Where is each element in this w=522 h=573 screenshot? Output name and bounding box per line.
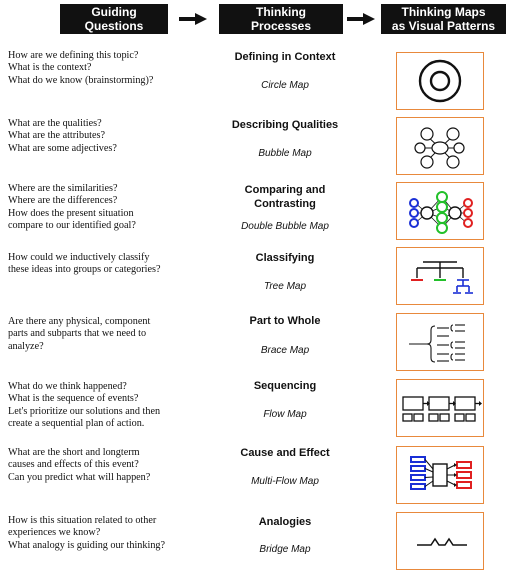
header-thinking-processes [219,4,343,34]
process-title: Sequencing [253,380,317,392]
header-line: Guiding [91,5,137,19]
map-name: Tree Map [263,281,307,292]
multi-flow-map-icon [396,446,484,504]
map-name: Bridge Map [259,544,311,555]
header-line: Questions [84,19,144,33]
guiding-questions: What are the qualities? What are the attributes? What are some adjectives? [8,118,117,154]
process-title: Part to Whole [249,315,321,327]
guiding-questions: Are there any physical, component parts and subparts that we need to analyze? [8,316,151,352]
guiding-questions: Where are the similarities? Where are the differences? How does the present situation compare to our identified goal? [8,183,136,232]
brace-map-icon [396,313,484,371]
bubble-map-icon [396,117,484,175]
process-title: Classifying [255,252,315,264]
header-line: Processes [250,19,312,33]
map-name: Multi-Flow Map [251,476,319,487]
guiding-questions: What do we think happened? What is the sequence of events? Let's prioritize our solutions and then create a sequential plan of action. [8,381,161,430]
guiding-questions: How could we inductively classify these ideas into groups or categories? [8,252,161,276]
guiding-questions: What are the short and longterm causes and effects of this event? Can you predict what will happen? [8,447,151,483]
header-line: as Visual Patterns [391,19,496,33]
bridge-map-icon [396,512,484,570]
guiding-questions: How are we defining this topic? What is the context? What do we know (brainstorming)? [8,50,154,86]
header-thinking-maps [381,4,506,34]
map-name: Bubble Map [258,148,312,159]
process-title: Describing Qualities [231,119,339,131]
arrow-right-icon [179,13,207,25]
header-guiding-questions [60,4,168,34]
tree-map-icon [396,247,484,305]
map-name: Flow Map [263,409,307,420]
map-name: Brace Map [260,345,310,356]
arrow-right-icon [347,13,375,25]
header-line: Thinking [256,5,306,19]
process-title: Cause and Effect [240,447,330,459]
circle-map-icon [396,52,484,110]
map-name: Double Bubble Map [241,221,329,232]
flow-map-icon [396,379,484,437]
double-bubble-map-icon [396,182,484,240]
process-title: Defining in Context [234,51,336,63]
process-title: Comparing and Contrasting [244,184,326,210]
header-line: Thinking Maps [401,5,486,19]
map-name: Circle Map [261,80,309,91]
guiding-questions: How is this situation related to other experiences we know? What analogy is guiding our thinking? [8,515,166,551]
process-title: Analogies [258,516,312,528]
